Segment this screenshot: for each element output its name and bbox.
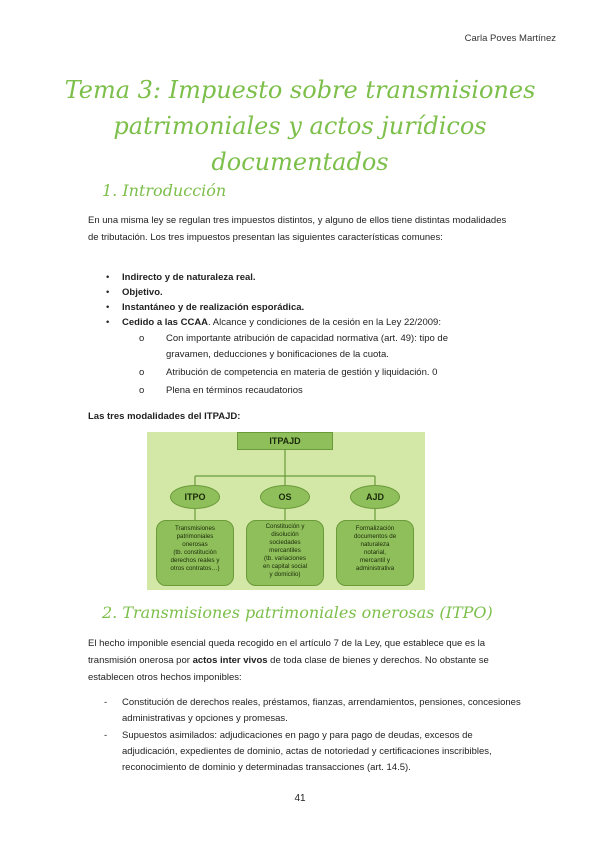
os-description	[246, 520, 324, 586]
desc-line: mercantil y	[360, 557, 390, 564]
bullet-text: Instantáneo y de realización esporádica.	[122, 302, 305, 313]
desc-line: administrativa	[355, 565, 395, 572]
sub-list-item	[139, 331, 466, 363]
sub-text: Atribución de competencia en materia de gestión y liquidación. 0	[166, 367, 438, 378]
ajd-description	[336, 520, 414, 586]
sub-text: Con importante atribución de capacidad normativa (art. 49): tipo de gravamen, deducciones y bonificaciones de la cuota.	[166, 333, 448, 360]
desc-line: otros contratos…)	[170, 565, 220, 572]
desc-line: Transmisiones	[174, 525, 215, 532]
intro-paragraph: En una misma ley se regulan tres impuestos distintos, y alguno de ellos tiene distintas modalidades de tributación. Los tres impuestos presentan las siguientes características comunes:	[88, 215, 507, 243]
list-item	[104, 695, 524, 727]
desc-line: y domicilio)	[269, 571, 301, 578]
itpo-description	[156, 520, 234, 586]
bullet-icon: •	[106, 302, 110, 313]
desc-line: Constitución y	[265, 523, 305, 530]
section-2-heading: 2. Transmisiones patrimoniales onerosas (ITPO)	[102, 603, 493, 622]
author-header: Carla Poves Martínez	[464, 33, 556, 44]
modalities-label: Las tres modalidades del ITPAJD:	[88, 411, 241, 422]
circle-bullet-icon: o	[139, 333, 145, 344]
sub-list	[122, 331, 466, 399]
itpo-node: ITPO	[170, 485, 220, 509]
title-line-2: patrimoniales y actos jurídicos	[113, 112, 487, 140]
dash-icon: -	[104, 730, 108, 741]
desc-line: derechos reales y	[170, 557, 220, 564]
list-item	[106, 300, 466, 315]
list-item	[106, 315, 466, 399]
para-bold-text: actos inter vivos	[192, 655, 268, 666]
list-item	[106, 285, 466, 300]
bullet-text: . Alcance y condiciones de la cesión en la Ley 22/2009:	[208, 317, 441, 328]
desc-line: notarial,	[363, 549, 386, 556]
list-item	[104, 728, 524, 776]
bullet-icon: •	[106, 272, 110, 283]
sub-list-item	[139, 383, 466, 399]
title-line-3: documentados	[211, 148, 389, 176]
desc-line: sociedades	[269, 539, 301, 546]
sub-list-item	[139, 365, 466, 381]
itpajd-box: ITPAJD	[237, 432, 333, 450]
bullet-icon: •	[106, 317, 110, 328]
taxable-events-list	[104, 695, 524, 777]
item-text: Supuestos asimilados: adjudicaciones en pago y para pago de deudas, excesos de adjudicación, expedientes de dominio, actas de notoriedad y certificaciones inscribibles, reconocimiento de dominio y determinadas transacciones (art. 14.5).	[122, 730, 492, 773]
os-node: OS	[260, 485, 310, 509]
desc-line: documentos de	[353, 533, 397, 540]
list-item	[106, 270, 466, 285]
para-text: de toda clase de bienes y derechos. No obstante se establecen otros hechos imponibles:	[88, 655, 489, 683]
page-title	[0, 72, 600, 180]
title-line-1: Tema 3: Impuesto sobre transmisiones	[64, 76, 536, 104]
ajd-node: AJD	[350, 485, 400, 509]
desc-line: patrimoniales	[176, 533, 214, 540]
section-1-heading: 1. Introducción	[102, 181, 227, 200]
bullet-icon: •	[106, 287, 110, 298]
desc-line: onerosas	[182, 541, 208, 548]
desc-line: naturaleza	[360, 541, 390, 548]
desc-line: (tb. constitución	[173, 549, 217, 556]
dash-icon: -	[104, 697, 108, 708]
bullet-bold-text: Cedido a las CCAA	[122, 317, 209, 328]
circle-bullet-icon: o	[139, 367, 145, 378]
desc-line: mercantiles	[269, 547, 301, 554]
characteristics-list	[106, 270, 466, 399]
section-2-paragraph	[88, 635, 524, 686]
circle-bullet-icon: o	[139, 385, 145, 396]
desc-line: disolución	[271, 531, 299, 538]
para-text: El hecho imponible esencial queda recogido en el artículo 7 de la Ley, que establece que es la transmisión onerosa por	[88, 638, 485, 666]
sub-text: Plena en términos recaudatorios	[166, 385, 303, 396]
page-number: 41	[294, 793, 306, 804]
item-text: Constitución de derechos reales, préstamos, fianzas, arrendamientos, pensiones, concesiones administrativas y opciones y promesas.	[122, 697, 521, 724]
bullet-text: Objetivo.	[122, 287, 163, 298]
desc-line: en capital social	[262, 563, 308, 570]
itpajd-diagram	[147, 432, 425, 590]
bullet-text: Indirecto y de naturaleza real.	[122, 272, 256, 283]
desc-line: Formalización	[355, 525, 395, 532]
desc-line: (tb. variaciones	[264, 555, 306, 562]
